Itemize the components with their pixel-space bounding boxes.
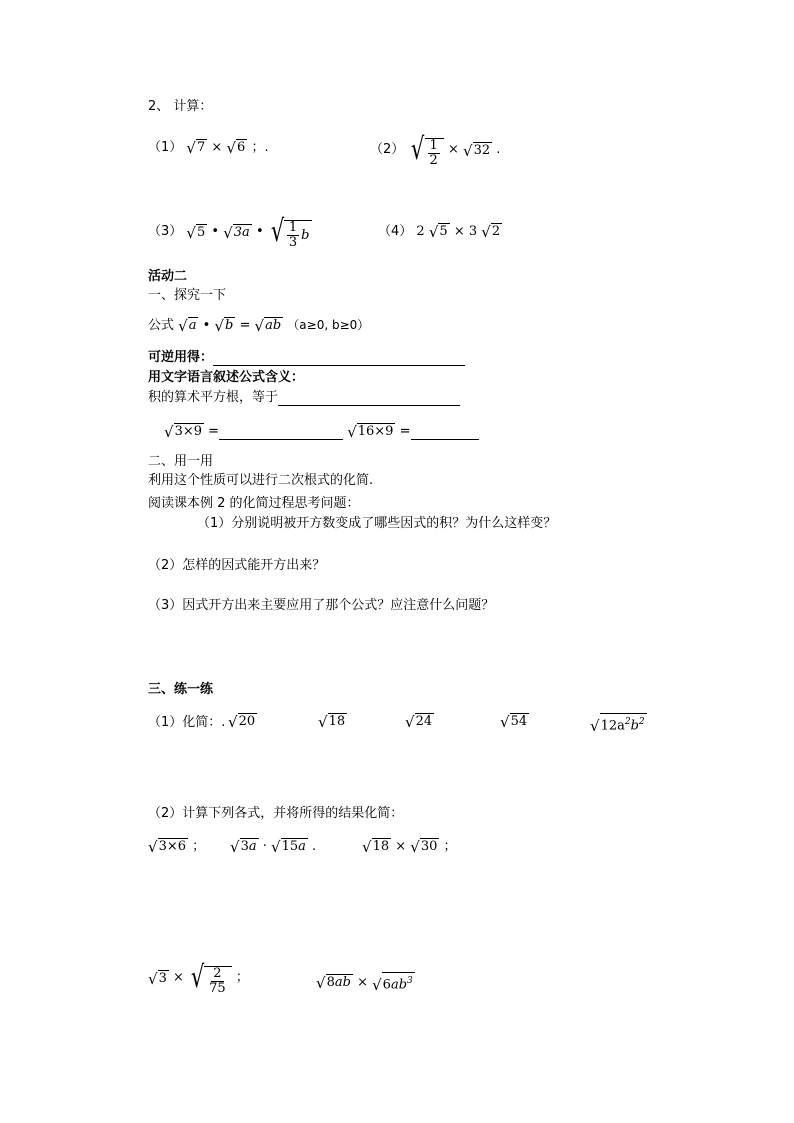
label: （4） [378, 224, 413, 239]
calc-item-2: √ 3a · √ 15a . [230, 838, 317, 856]
use-line-1: 利用这个性质可以进行二次根式的化简. [148, 473, 374, 488]
sqrt: √ ab [254, 317, 282, 335]
sqrt: √ 6 [226, 139, 246, 157]
explore-heading: 一、探究一下 [148, 288, 227, 303]
simplify-item-1: √ 20 [228, 713, 256, 731]
calc-item-4: √ 3 × √ $\frac{2}{75}$ ； [148, 960, 249, 996]
simplify-item-3: √ 24 [405, 713, 433, 731]
simplify-line: （1）化简：. [148, 715, 226, 730]
sqrt: √ 7 [186, 139, 206, 157]
reverse-line: 可逆用得： [148, 350, 465, 366]
answer-blank[interactable] [411, 425, 479, 440]
activity-2-title: 活动二 [148, 269, 188, 284]
problem-2-1: （1） √ 7 × √ 6 ；. [148, 139, 269, 157]
sqrt: √ $\frac{1}{2}$ [408, 132, 443, 168]
meaning-line: 积的算术平方根，等于 [148, 390, 460, 406]
sqrt: √ a [178, 317, 197, 335]
calc-item-5: √ 8ab × √ $6ab^3$ [316, 972, 415, 993]
answer-blank[interactable] [219, 425, 343, 440]
label: （1） [148, 140, 183, 155]
simplify-item-2: √ 18 [318, 713, 346, 731]
sqrt: √ 3a [223, 223, 250, 242]
question-3: （3）因式开方出来主要应用了那个公式？应注意什么问题？ [148, 598, 495, 613]
formula-line: 公式 √ a • √ b = √ ab （a≥0, b≥0） [148, 317, 370, 335]
calc-item-1: √ 3×6 ； [148, 838, 206, 856]
use-line-2: 阅读课本例 2 的化简过程思考问题： [148, 496, 360, 511]
sqrt: √ 16×9 [347, 423, 394, 441]
problem-2-4: （4） 2 √ 5 × 3 √ 2 [378, 223, 501, 241]
sqrt: √ 32 [463, 141, 491, 160]
calc-heading: （2）计算下列各式，并将所得的结果化简： [148, 806, 404, 821]
simplify-item-5: √ $12a^2b^2$ [590, 713, 647, 734]
label: （3） [148, 224, 183, 239]
section-2-title: 2、 计算： [148, 99, 213, 114]
use-heading: 二、用一用 [148, 454, 214, 469]
sqrt: √ 5 [428, 223, 448, 241]
problem-2-3: （3） √ 5 • √ 3a • √ $\frac{1}{3}$ b [148, 214, 310, 250]
label: （2） [370, 142, 405, 157]
sqrt: √ $\frac{1}{3}$ b [270, 214, 310, 250]
question-2: （2）怎样的因式能开方出来？ [148, 558, 326, 573]
answer-blank[interactable] [213, 351, 465, 366]
simplify-item-4: √ 54 [500, 713, 528, 731]
calc-item-3: √ 18 × √ 30 ； [362, 838, 457, 856]
answer-blank[interactable] [278, 391, 460, 406]
sqrt: √ 5 [186, 223, 206, 242]
sqrt: √ 3×9 [164, 423, 202, 441]
sqrt: √ b [214, 317, 234, 335]
describe-heading: 用文字语言叙述公式含义： [148, 370, 305, 385]
question-1: （1）分别说明被开方数变成了哪些因式的积？为什么这样变？ [197, 516, 557, 531]
problem-2-2: （2） √ $\frac{1}{2}$ × √ 32 . [370, 132, 501, 168]
sqrt: √ 2 [481, 223, 501, 241]
example-line: √ 3×9 = √ 16×9 = [164, 423, 479, 440]
practice-heading: 三、练一练 [148, 682, 214, 697]
